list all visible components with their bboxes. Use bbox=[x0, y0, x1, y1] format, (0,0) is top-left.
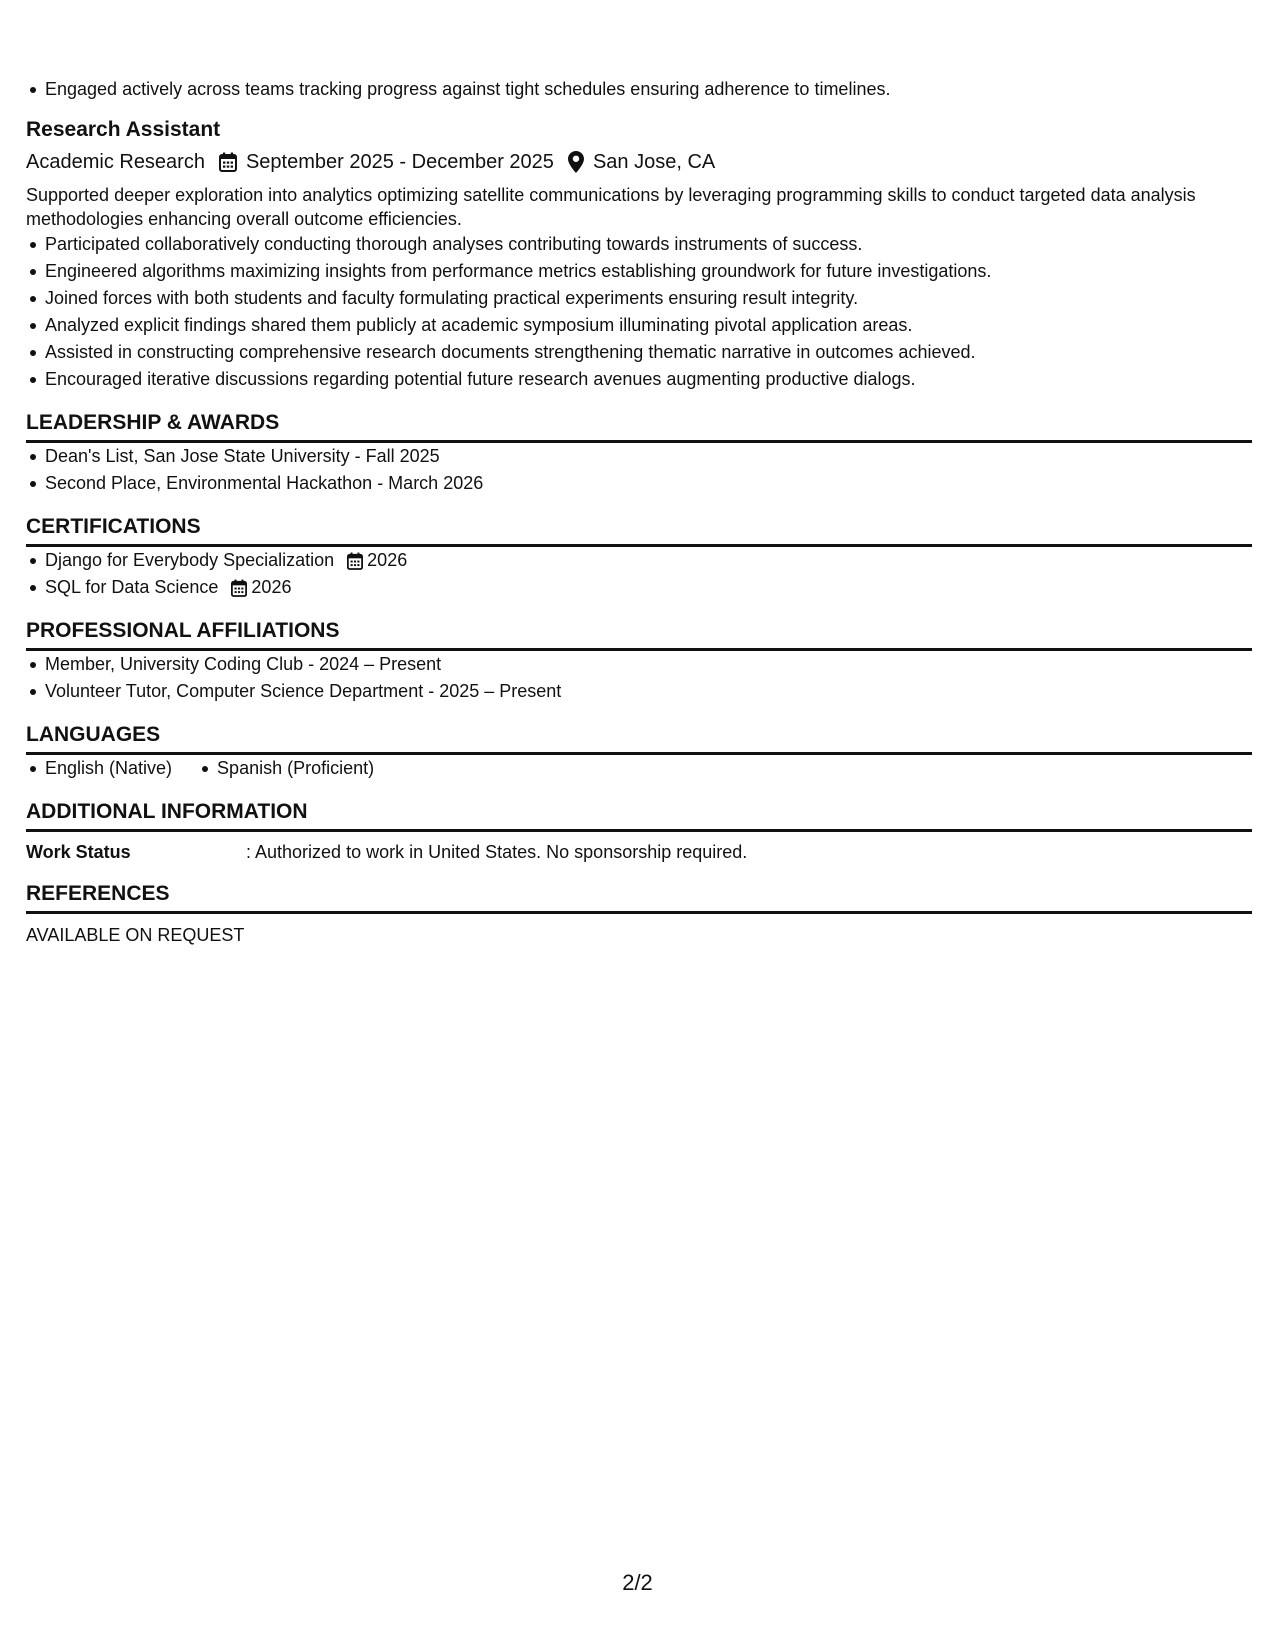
work-status-label: Work Status bbox=[26, 842, 131, 862]
carryover-bullet-list bbox=[26, 76, 1252, 103]
list-item bbox=[45, 574, 1252, 601]
certification-name: SQL for Data Science bbox=[45, 577, 219, 597]
page-number: 2/2 bbox=[622, 1570, 653, 1595]
job-dates: September 2025 - December 2025 bbox=[245, 151, 554, 173]
section-title-additional-information: ADDITIONAL INFORMATION bbox=[26, 799, 1252, 832]
section-title-certifications: CERTIFICATIONS bbox=[26, 514, 1252, 547]
experience-entry bbox=[26, 116, 1252, 393]
resume-page bbox=[26, 76, 1252, 947]
job-organization: Academic Research bbox=[26, 151, 205, 173]
list-item: Assisted in constructing comprehensive research documents strengthening thematic narrative in outcomes achieved. bbox=[45, 339, 1252, 366]
languages-list bbox=[26, 755, 1252, 782]
affiliations-list bbox=[26, 651, 1252, 705]
certification-year: 2026 bbox=[251, 577, 292, 597]
references-text: AVAILABLE ON REQUEST bbox=[26, 925, 245, 945]
job-title: Research Assistant bbox=[26, 118, 221, 141]
section-title-references: REFERENCES bbox=[26, 881, 1252, 914]
list-item: Participated collaboratively conducting thorough analyses contributing towards instruments of success. bbox=[45, 231, 1252, 258]
map-pin-icon bbox=[568, 151, 584, 173]
list-item: Second Place, Environmental Hackathon - March 2026 bbox=[45, 470, 1252, 497]
list-item: English (Native) bbox=[45, 755, 172, 782]
list-item: Analyzed explicit findings shared them publicly at academic symposium illuminating pivotal application areas. bbox=[45, 312, 1252, 339]
calendar-icon bbox=[347, 552, 363, 570]
list-item: Dean's List, San Jose State University - Fall 2025 bbox=[45, 443, 1252, 470]
leadership-list bbox=[26, 443, 1252, 497]
work-status-value: : Authorized to work in United States. No sponsorship required. bbox=[246, 842, 748, 862]
job-bullet-list bbox=[26, 231, 1252, 393]
list-item: Engineered algorithms maximizing insights from performance metrics establishing groundwork for future investigations. bbox=[45, 258, 1252, 285]
list-item: Volunteer Tutor, Computer Science Department - 2025 – Present bbox=[45, 678, 1252, 705]
calendar-icon bbox=[219, 152, 237, 172]
list-item: Member, University Coding Club - 2024 – Present bbox=[45, 651, 1252, 678]
certification-name: Django for Everybody Specialization bbox=[45, 550, 335, 570]
list-item: Encouraged iterative discussions regarding potential future research avenues augmenting productive dialogs. bbox=[45, 366, 1252, 393]
section-title-leadership: LEADERSHIP & AWARDS bbox=[26, 410, 1252, 443]
job-location: San Jose, CA bbox=[592, 151, 716, 173]
list-item: Spanish (Proficient) bbox=[217, 755, 374, 782]
job-description: Supported deeper exploration into analytics optimizing satellite communications by leveraging programming skills to conduct targeted data analysis methodologies enhancing overall outcome efficiencies. bbox=[26, 185, 1196, 229]
list-item: Engaged actively across teams tracking progress against tight schedules ensuring adherence to timelines. bbox=[45, 76, 1252, 103]
job-meta bbox=[26, 147, 1252, 177]
work-status-row bbox=[26, 840, 1252, 864]
section-title-affiliations: PROFESSIONAL AFFILIATIONS bbox=[26, 618, 1252, 651]
list-item: Joined forces with both students and faculty formulating practical experiments ensuring result integrity. bbox=[45, 285, 1252, 312]
certification-year: 2026 bbox=[367, 550, 408, 570]
calendar-icon bbox=[231, 579, 247, 597]
section-title-languages: LANGUAGES bbox=[26, 722, 1252, 755]
certifications-list bbox=[26, 547, 1252, 601]
list-item bbox=[45, 547, 1252, 574]
